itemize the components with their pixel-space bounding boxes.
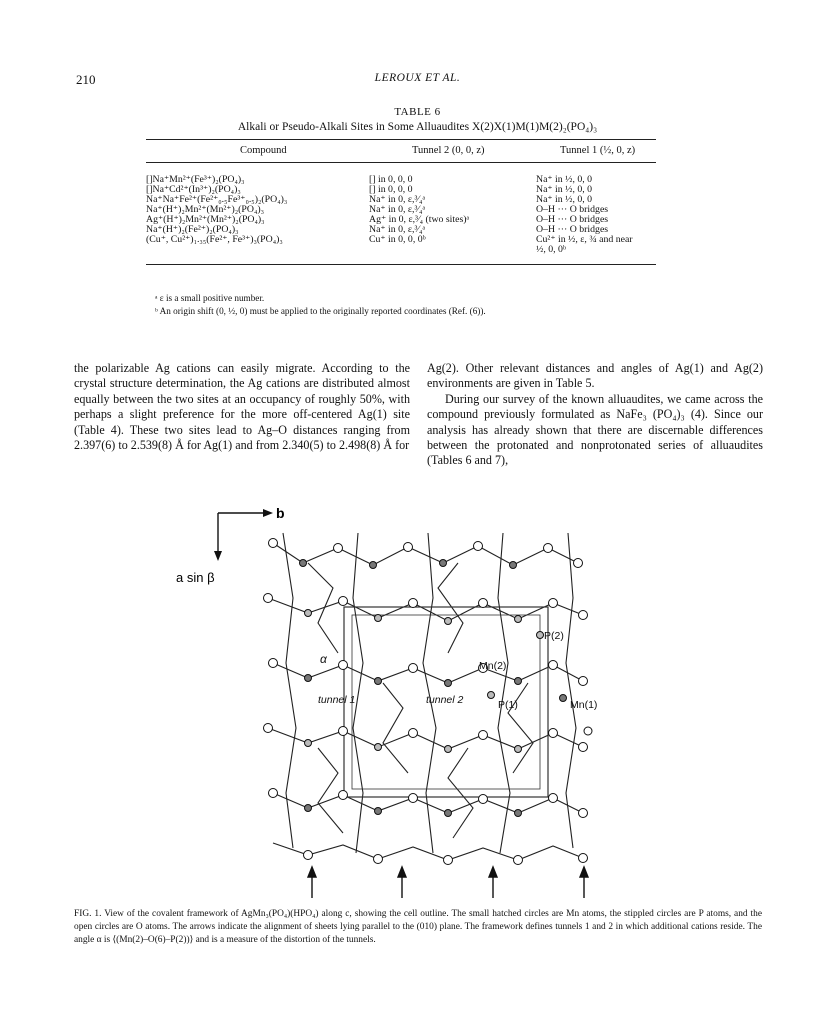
table-cell-tunnel2: Ag⁺ in 0, ε,³⁄₄ (two sites)ᵃ <box>369 214 470 225</box>
page-number: 210 <box>76 72 96 87</box>
axis-a-label: a sin β <box>176 570 215 585</box>
table-cell-tunnel2: [] in 0, 0, 0 <box>369 174 413 185</box>
table-header-tunnel2: Tunnel 2 (0, 0, z) <box>412 145 485 156</box>
body-right-column <box>427 361 763 469</box>
table-header-compound: Compound <box>240 145 287 156</box>
label-p2: P(2) <box>544 630 564 642</box>
axis-b-label: b <box>276 505 285 521</box>
framework-drawing <box>168 503 648 903</box>
table-cell-tunnel2: Na⁺ in 0, ε,³⁄₄ᵃ <box>369 204 426 215</box>
table-cell-tunnel2: [] in 0, 0, 0 <box>369 184 413 195</box>
body-paragraph: the polarizable Ag cations can easily migrate. According to the crystal structure determination, the Ag cations are distributed almost equally between the two sites at an occupancy of roughly 50%, with perhaps a slight preference for the more off-centered Ag(1) site (Table 4). These two sites lead to Ag–O distances ranging from 2.397(6) to 2.539(8) Å for Ag(1) and from 2.340(5) to 2.498(8) Å for <box>74 361 410 453</box>
table-cell-tunnel1: O–H ··· O bridges <box>536 214 609 225</box>
table-bottom-rule <box>146 264 656 265</box>
table-cell-compound: Na⁺(H⁺)₂Mn²⁺(Mn²⁺)₂(PO₄)₃ <box>146 204 265 215</box>
table-label: TABLE 6 <box>394 106 441 118</box>
table-cell-compound: []Na⁺Mn²⁺(Fe³⁺)₂(PO₄)₃ <box>146 174 245 185</box>
label-tunnel2: tunnel 2 <box>426 694 464 706</box>
table-cell-tunnel2: Na⁺ in 0, ε,³⁄₄ᵃ <box>369 194 426 205</box>
table-caption: Alkali or Pseudo-Alkali Sites in Some Alluaudites X(2)X(1)M(1)M(2)₂(PO₄)₃ <box>237 121 598 133</box>
table-cell-compound: Na⁺Na⁺Fe²⁺(Fe²⁺₀.₅Fe³⁺₀.₅)₂(PO₄)₃ <box>146 194 288 205</box>
body-paragraph: Ag(2). Other relevant distances and angles of Ag(1) and Ag(2) environments are given in Table 5. <box>427 361 763 391</box>
table-cell-compound: Ag⁺(H⁺)₂Mn²⁺(Mn²⁺)₂(PO₄)₃ <box>146 214 265 225</box>
table-cell-compound: (Cu⁺, Cu²⁺)₁.₃₅(Fe²⁺, Fe³⁺)₃(PO₄)₃ <box>146 234 283 245</box>
table-cell-tunnel1: Na⁺ in ½, 0, 0 <box>536 174 593 185</box>
table-cell-tunnel1: Cu²⁺ in ½, ε, ¾ and near <box>536 234 633 245</box>
label-p1: P(1) <box>498 699 518 711</box>
table-top-rule <box>146 139 656 140</box>
table-cell-compound: []Na⁺Cd²⁺(In³⁺)₂(PO₄)₃ <box>146 184 241 195</box>
table-cell-tunnel1: O–H ··· O bridges <box>536 204 609 215</box>
table-footnote-b: ᵇ An origin shift (0, ½, 0) must be applied to the originally reported coordinates (Ref. (6)). <box>155 306 486 316</box>
figure-caption: FIG. 1. View of the covalent framework of AgMn₃(PO₄)(HPO₄) along c, showing the cell outline. The small hatched circles are Mn atoms, the stippled circles are P atoms, and the open circles are O atoms. The arrows indicate the alignment of sheets lying parallel to the (010) plane. The framework defines tunnels 1 and 2 in which additional cations reside. The angle α is ⟨(Mn(2)–O(6)–P(2))⟩ and is a measure of the distortion of the tunnels. <box>74 909 762 945</box>
label-alpha: α <box>320 652 327 666</box>
table-cell-tunnel2: Cu⁺ in 0, 0, 0ᵇ <box>369 234 426 245</box>
table-header-rule <box>146 162 656 163</box>
body-paragraph: During our survey of the known alluaudites, we came across the compound previously formulated as NaFe₃ (PO₄)₃ (4). Since our analysis has already shown that there are discernable differences between the protonated and nonprotonated series of alluaudites (Tables 6 and 7), <box>427 391 763 468</box>
body-left-column <box>74 361 410 453</box>
axis-indicator <box>176 505 285 585</box>
sheet-arrows <box>308 867 588 898</box>
label-tunnel1: tunnel 1 <box>318 694 356 706</box>
crystal-framework-figure <box>168 503 648 903</box>
table-cell-tunnel2: Na⁺ in 0, ε,³⁄₄ᵃ <box>369 224 426 235</box>
label-mn2: Mn(2) <box>479 660 507 672</box>
table-footnote-a: ᵃ ε is a small positive number. <box>155 293 265 303</box>
label-mn1: Mn(1) <box>570 699 598 711</box>
table-cell-compound: Na⁺(H⁺)₂(Fe²⁺)₂(PO₄)₃ <box>146 224 239 235</box>
table-cell-tunnel1: Na⁺ in ½, 0, 0 <box>536 194 593 205</box>
table-header-tunnel1: Tunnel 1 (½, 0, z) <box>560 145 636 156</box>
table-cell-tunnel1: Na⁺ in ½, 0, 0 <box>536 184 593 195</box>
running-head: LEROUX ET AL. <box>374 72 461 84</box>
table-cell-tunnel1: O–H ··· O bridges <box>536 224 609 235</box>
table-cell-continuation: ½, 0, 0ᵇ <box>536 244 566 255</box>
